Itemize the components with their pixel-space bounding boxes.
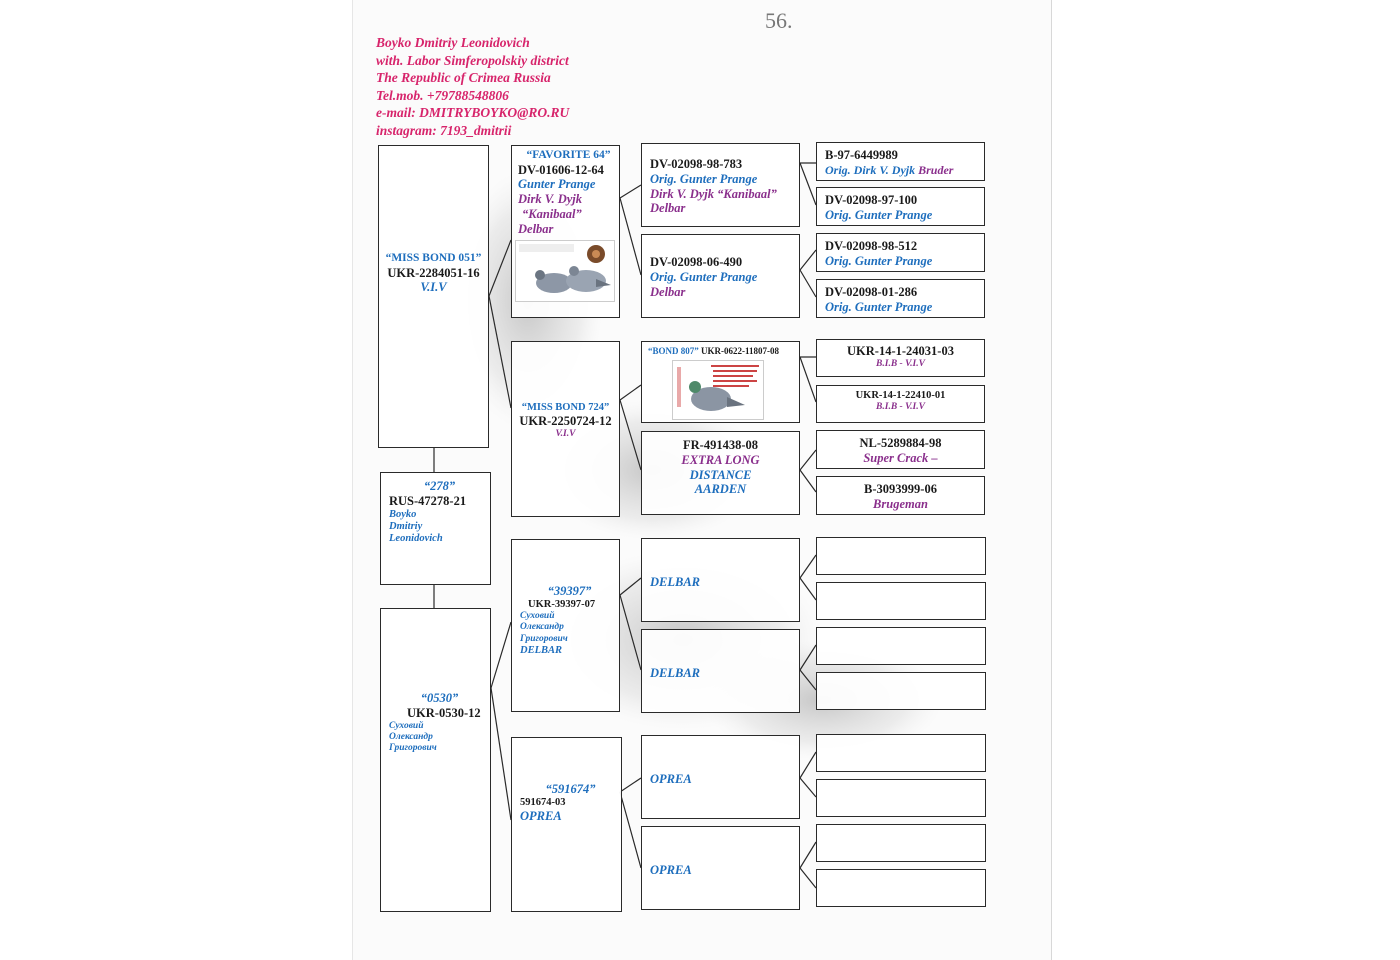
a2-note: Orig. Gunter Prange: [825, 207, 933, 222]
dam-card[interactable]: [380, 608, 491, 912]
empty-ancestor-card[interactable]: [816, 779, 986, 817]
fr-491438-08-card[interactable]: [641, 431, 800, 515]
breeder-country: The Republic of Crimea Russia: [376, 70, 551, 85]
empty-ancestor-card[interactable]: [816, 869, 986, 907]
subject-ring: RUS-47278-21: [389, 493, 467, 508]
g4-line-3: AARDEN: [694, 482, 747, 497]
a8-ring: B-3093999-06: [864, 482, 937, 496]
a7-note: Super Crack –: [863, 450, 938, 465]
g1-ring: DV-02098-98-783: [650, 157, 743, 171]
dv-02098-98-512-card[interactable]: [816, 233, 985, 272]
39397-owner-line-1: Суховий: [520, 611, 555, 622]
sire-card[interactable]: [378, 145, 489, 448]
delbar-card-1[interactable]: [641, 538, 800, 622]
g2-ring: DV-02098-06-490: [650, 255, 743, 269]
a4-ring: DV-02098-01-286: [825, 285, 918, 299]
pigeon-icon: [516, 241, 614, 301]
bond-807-card[interactable]: [641, 341, 800, 423]
subject-card[interactable]: [380, 472, 491, 585]
39397-strain: DELBAR: [520, 644, 563, 656]
delbar-card-2[interactable]: [641, 629, 800, 713]
miss-bond-724-note: V.I.V: [555, 429, 576, 440]
empty-ancestor-card[interactable]: [816, 824, 986, 862]
favorite-64-card[interactable]: [511, 145, 620, 318]
ukr-14-1-24031-03-card[interactable]: [816, 339, 985, 377]
breeder-instagram: instagram: 7193_dmitrii: [376, 122, 512, 138]
b-97-6449989-card[interactable]: [816, 142, 985, 181]
a4-note: Orig. Gunter Prange: [825, 299, 933, 314]
a2-ring: DV-02098-97-100: [825, 193, 918, 207]
oprea-card-1[interactable]: [641, 735, 800, 819]
a6-ring: UKR-14-1-22410-01: [855, 390, 946, 401]
nl-5289884-98-card[interactable]: [816, 430, 985, 469]
g4-ring: FR-491438-08: [683, 438, 758, 452]
empty-ancestor-card[interactable]: [816, 537, 986, 575]
dv-02098-01-286-card[interactable]: [816, 279, 985, 318]
dv-02098-06-490-card[interactable]: [641, 234, 800, 318]
39397-owner-line-3: Григорович: [520, 633, 568, 644]
g8-strain: OPREA: [650, 863, 692, 877]
b-3093999-06-card[interactable]: [816, 476, 985, 515]
miss-bond-724-name: “MISS BOND 724”: [521, 402, 610, 413]
a8-note: Brugeman: [873, 496, 928, 511]
a3-note: Orig. Gunter Prange: [825, 253, 933, 268]
dam-owner-line-2: Олександр: [389, 731, 433, 742]
g2-line-1: Orig. Gunter Prange: [650, 269, 758, 284]
a5-note: B.I.B - V.I.V: [876, 358, 925, 369]
dam-ring: UKR-0530-12: [407, 705, 481, 720]
g3-name: “BOND 807”: [648, 346, 699, 356]
591674-strain: OPREA: [520, 809, 562, 824]
a1-note-prefix: Orig. Dirk V. Dyjk: [825, 162, 919, 177]
subject-owner-line-1: Boyko: [389, 508, 417, 520]
g1-line-2: Dirk V. Dyjk “Kanibaal”: [650, 186, 777, 201]
a1-note-suffix: Bruder: [918, 162, 954, 177]
a7-ring: NL-5289884-98: [859, 436, 942, 450]
sire-ring: UKR-2284051-16: [387, 265, 480, 280]
dv-02098-98-783-card[interactable]: [641, 143, 800, 227]
39397-ring: UKR-39397-07: [528, 598, 596, 610]
g2-line-2: Delbar: [650, 284, 686, 299]
breeder-email: e-mail: DMITRYBOYKO@RO.RU: [376, 105, 570, 120]
subject-owner-line-3: Leonidovich: [389, 533, 443, 545]
breeder-address: with. Labor Simferopolskiy district: [376, 52, 569, 68]
miss-bond-724-ring: UKR-2250724-12: [519, 414, 612, 429]
g1-line-1: Orig. Gunter Prange: [650, 171, 758, 186]
favorite-ring: DV-01606-12-64: [518, 162, 604, 177]
39397-owner-line-2: Олександр: [520, 622, 564, 633]
a3-ring: DV-02098-98-512: [825, 239, 918, 253]
g4-line-1: EXTRA LONG: [681, 452, 760, 467]
favorite-line-1: Gunter Prange: [518, 177, 596, 192]
bond-807-pigeon-photo: [672, 360, 764, 420]
favorite-line-4: Delbar: [518, 221, 554, 236]
breeder-name: Boyko Dmitriy Leonidovich: [376, 35, 530, 50]
a1-ring: B-97-6449989: [825, 148, 898, 162]
oprea-card-2[interactable]: [641, 826, 800, 910]
a5-ring: UKR-14-1-24031-03: [847, 344, 954, 358]
favorite-pigeon-photo: [515, 240, 615, 302]
pigeon-icon: [673, 361, 763, 419]
empty-ancestor-card[interactable]: [816, 582, 986, 620]
miss-bond-724-card[interactable]: [511, 341, 620, 517]
empty-ancestor-card[interactable]: [816, 672, 986, 710]
dam-name: “0530”: [420, 691, 459, 705]
g6-strain: DELBAR: [650, 666, 701, 680]
sire-note: V.I.V: [420, 280, 447, 295]
dam-owner-line-3: Григорович: [389, 742, 437, 753]
dam-owner-line-1: Суховий: [389, 720, 424, 731]
sire-name: “MISS BOND 051”: [385, 252, 482, 264]
591674-name: “591674”: [545, 782, 596, 796]
591674-ring: 591674-03: [520, 796, 566, 808]
g3-ring: UKR-0622-11807-08: [701, 346, 780, 356]
subject-name: “278”: [423, 479, 456, 493]
g5-strain: DELBAR: [650, 575, 701, 589]
g1-line-3: Delbar: [650, 201, 686, 216]
favorite-line-2: Dirk V. Dyjk: [518, 192, 583, 207]
favorite-name: “FAVORITE 64”: [526, 149, 611, 161]
breeder-phone: Tel.mob. +79788548806: [376, 87, 509, 103]
dv-02098-97-100-card[interactable]: [816, 187, 985, 226]
empty-ancestor-card[interactable]: [816, 627, 986, 665]
page-number: 56.: [765, 8, 793, 33]
a6-note: B.I.B - V.I.V: [876, 402, 925, 413]
subject-owner-line-2: Dmitriy: [389, 520, 423, 532]
ukr-14-1-22410-01-card[interactable]: [816, 385, 985, 423]
g7-strain: OPREA: [650, 772, 692, 786]
591674-card[interactable]: [511, 737, 622, 912]
39397-name: “39397”: [547, 584, 592, 598]
empty-ancestor-card[interactable]: [816, 734, 986, 772]
39397-card[interactable]: [511, 539, 620, 712]
g4-line-2: DISTANCE: [689, 467, 752, 482]
favorite-line-3: “Kanibaal”: [522, 206, 582, 221]
